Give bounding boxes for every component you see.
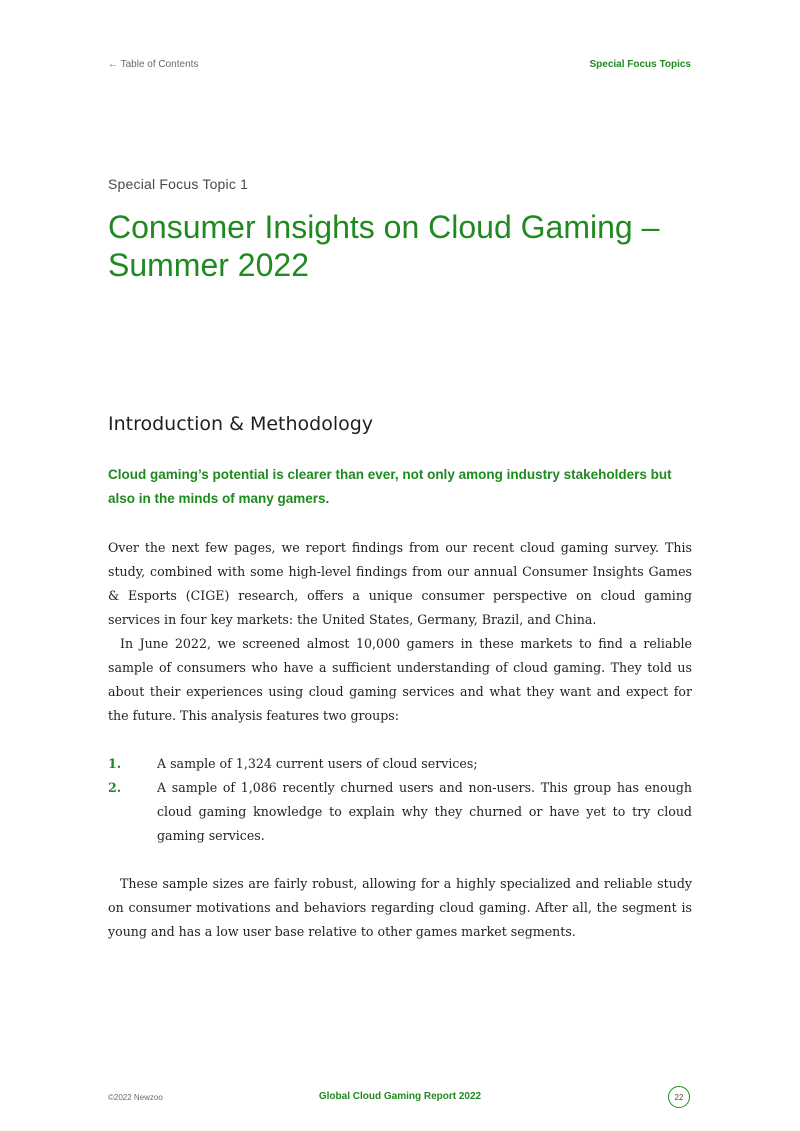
- sample-list: [108, 752, 692, 848]
- list-item-text: A sample of 1,086 recently churned users and non-users. This group has enough cloud gaming knowledge to explain why they churned or have yet to try cloud gaming services.: [157, 780, 692, 843]
- body-paragraph: Over the next few pages, we report findings from our recent cloud gaming survey. This study, combined with some high-level findings from our annual Consumer Insights Games & Esports (CIGE) research, offers a unique consumer perspective on cloud gaming services in four key markets: the United States, Germany, Brazil, and China.: [108, 540, 692, 627]
- body-paragraph: These sample sizes are fairly robust, allowing for a highly specialized and reliable study on consumer motivations and behaviors regarding cloud gaming. After all, the segment is young and has a low user base relative to other games market segments.: [108, 876, 692, 939]
- section-heading: Introduction & Methodology: [108, 413, 374, 435]
- list-item: [108, 776, 692, 848]
- table-of-contents-link[interactable]: ← Table of Contents: [108, 59, 199, 70]
- body-text: [108, 536, 692, 944]
- list-number: 2.: [108, 780, 122, 795]
- page-number: 22: [674, 1092, 684, 1102]
- list-number: 1.: [108, 756, 122, 771]
- list-item-text: A sample of 1,324 current users of cloud services;: [157, 756, 478, 771]
- page-number-badge: [668, 1086, 690, 1108]
- section-nav-label[interactable]: Special Focus Topics: [589, 59, 691, 70]
- footer-report-title: Global Cloud Gaming Report 2022: [318, 1091, 482, 1102]
- lead-paragraph: Cloud gaming’s potential is clearer than ever, not only among industry stakeholders but also in the minds of many gamers.: [108, 467, 672, 506]
- list-item: [108, 752, 692, 776]
- topic-eyebrow: Special Focus Topic 1: [108, 176, 249, 192]
- body-paragraph: In June 2022, we screened almost 10,000 gamers in these markets to find a reliable sample of consumers who have a sufficient understanding of cloud gaming. They told us about their experiences using cloud gaming services and what they want and expect for the future. This analysis features two groups:: [108, 636, 692, 723]
- page-title: Consumer Insights on Cloud Gaming – Summer 2022: [108, 209, 660, 283]
- footer-copyright: ©2022 Newzoo: [108, 1093, 163, 1102]
